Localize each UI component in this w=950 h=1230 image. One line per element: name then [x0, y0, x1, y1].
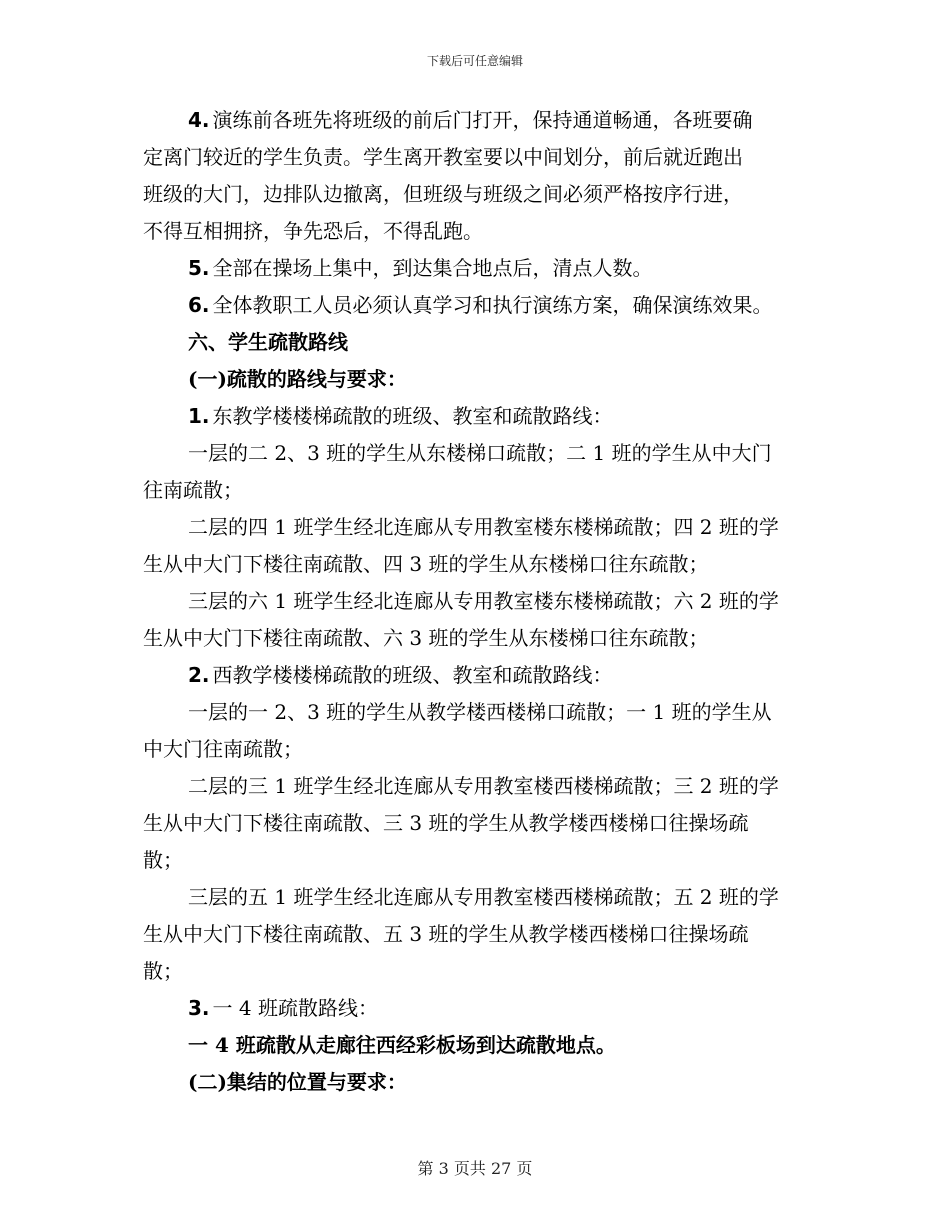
paragraph-line — [143, 478, 243, 502]
paragraph-line — [143, 182, 743, 206]
paragraph-line — [143, 811, 748, 835]
paragraph-line — [188, 108, 753, 132]
paragraph-line — [188, 256, 653, 280]
paragraph-line — [188, 1033, 616, 1057]
paragraph-line — [143, 922, 748, 946]
line-text: 全部在操场上集中，到达集合地点后，清点人数。 — [212, 256, 653, 280]
item-number: 5. — [188, 256, 210, 280]
line-text: 往南疏散； — [143, 478, 243, 502]
paragraph-line — [188, 441, 772, 465]
item-number: 4. — [188, 108, 210, 132]
line-text: 散； — [143, 848, 183, 872]
subsection-heading — [188, 1070, 407, 1094]
line-text: 西教学楼楼梯疏散的班级、教室和疏散路线： — [212, 663, 613, 687]
line-text: 生从中大门下楼往南疏散、三 3 班的学生从教学楼西楼梯口往操场疏 — [143, 811, 749, 835]
line-text: 班级的大门，边排队边撤离，但班级与班级之间必须严格按序行进， — [143, 182, 743, 206]
line-text: 全体教职工人员必须认真学习和执行演练方案，确保演练效果。 — [212, 293, 773, 317]
paragraph-line — [188, 515, 779, 539]
paragraph-line — [143, 219, 483, 243]
paragraph-line — [188, 885, 779, 909]
paragraph-line — [143, 552, 708, 576]
paragraph-line — [188, 663, 613, 687]
line-text: 生从中大门下楼往南疏散、五 3 班的学生从教学楼西楼梯口往操场疏 — [143, 922, 749, 946]
subsection-heading — [188, 367, 407, 391]
heading-text: 六、学生疏散路线 — [188, 330, 348, 354]
heading-text: (二)集结的位置与要求： — [188, 1070, 407, 1094]
paragraph-line — [143, 145, 743, 169]
page-footer: 第 3 页共 27 页 — [417, 1159, 533, 1178]
line-text: 散； — [143, 959, 183, 983]
paragraph-line — [143, 848, 183, 872]
line-text: 一层的一 2、3 班的学生从教学楼西楼梯口疏散；一 1 班的学生从 — [188, 700, 772, 724]
heading-text: (一)疏散的路线与要求： — [188, 367, 407, 391]
paragraph-line — [143, 626, 708, 650]
line-text: 生从中大门下楼往南疏散、四 3 班的学生从东楼梯口往东疏散； — [143, 552, 709, 576]
line-text: 生从中大门下楼往南疏散、六 3 班的学生从东楼梯口往东疏散； — [143, 626, 709, 650]
item-number: 2. — [188, 663, 210, 687]
paragraph-line — [143, 959, 183, 983]
paragraph-line — [188, 700, 772, 724]
paragraph-line — [188, 404, 613, 428]
paragraph-line — [188, 774, 779, 798]
item-number: 6. — [188, 293, 210, 317]
line-text: 二层的四 1 班学生经北连廊从专用教室楼东楼梯疏散；四 2 班的学 — [188, 515, 779, 539]
line-text: 演练前各班先将班级的前后门打开，保持通道畅通，各班要确 — [212, 108, 753, 132]
item-number: 3. — [188, 996, 210, 1020]
section-heading — [188, 330, 348, 354]
page-header: 下载后可任意编辑 — [426, 54, 523, 68]
paragraph-line — [188, 293, 773, 317]
paragraph-line — [143, 737, 303, 761]
paragraph-line — [188, 996, 378, 1020]
line-text: 东教学楼楼梯疏散的班级、教室和疏散路线： — [212, 404, 613, 428]
line-text: 三层的六 1 班学生经北连廊从专用教室楼东楼梯疏散；六 2 班的学 — [188, 589, 779, 613]
line-text: 中大门往南疏散； — [143, 737, 303, 761]
line-text: 不得互相拥挤，争先恐后，不得乱跑。 — [143, 219, 483, 243]
line-text: 一 4 班疏散从走廊往西经彩板场到达疏散地点。 — [188, 1033, 616, 1057]
line-text: 定离门较近的学生负责。学生离开教室要以中间划分，前后就近跑出 — [143, 145, 743, 169]
line-text: 三层的五 1 班学生经北连廊从专用教室楼西楼梯疏散；五 2 班的学 — [188, 885, 779, 909]
item-number: 1. — [188, 404, 210, 428]
paragraph-line — [188, 589, 779, 613]
line-text: 一 4 班疏散路线： — [212, 996, 378, 1020]
line-text: 一层的二 2、3 班的学生从东楼梯口疏散；二 1 班的学生从中大门 — [188, 441, 772, 465]
line-text: 二层的三 1 班学生经北连廊从专用教室楼西楼梯疏散；三 2 班的学 — [188, 774, 779, 798]
